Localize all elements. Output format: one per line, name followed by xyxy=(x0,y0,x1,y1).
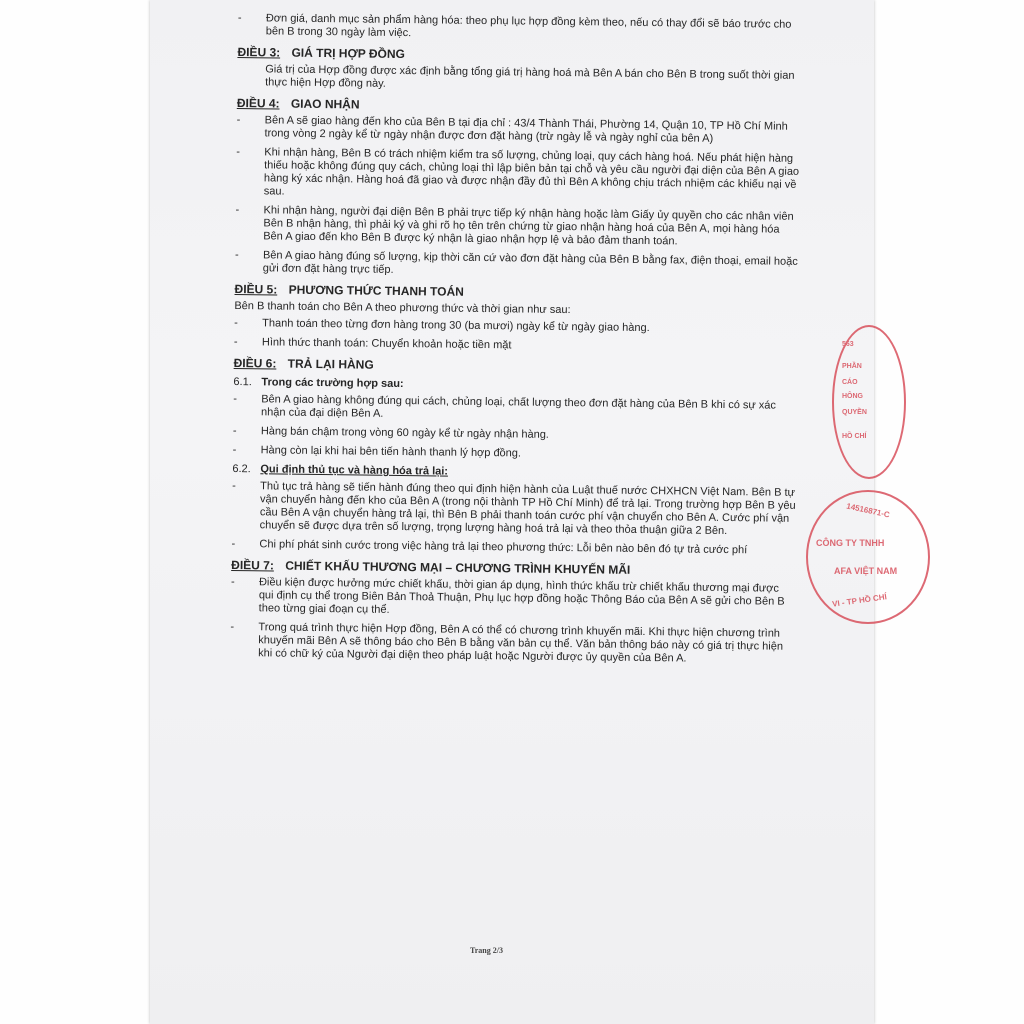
dieu6-title: TRẢ LẠI HÀNG xyxy=(287,356,374,372)
dieu6-number: ĐIỀU 6: xyxy=(233,355,277,371)
bullet-mark: - xyxy=(230,575,235,589)
stamp-text: CÔNG TY TNHH xyxy=(816,538,885,548)
dieu6-sub1-bullet-2 xyxy=(233,425,798,445)
red-company-seal-stamp xyxy=(806,490,930,624)
list-item: Điều kiện được hưởng mức chiết khấu, thời gian áp dụng, hình thức khấu trừ chiết khấu thương mại được qui định cụ thể trong Biên Bản Thoả Thuận, Phụ lục hợp đồng hoặc Thông Báo của Bên A sẽ gửi cho Bên B theo từng giai đoạn cụ thể. xyxy=(258,576,785,616)
dieu3-heading xyxy=(237,46,802,66)
list-item: Hàng bán chậm trong vòng 60 ngày kể từ ngày nhận hàng. xyxy=(260,425,549,441)
list-item: Thanh toán theo từng đơn hàng trong 30 (ba mươi) ngày kể từ ngày giao hàng. xyxy=(262,317,650,335)
dieu3-title: GIÁ TRỊ HỢP ĐỒNG xyxy=(291,45,405,62)
bullet-mark: - xyxy=(234,316,238,330)
stamp-text: AFA VIỆT NAM xyxy=(834,566,898,576)
stamp-text: PHẦN xyxy=(842,363,862,370)
bullet-mark: - xyxy=(233,392,237,406)
dieu6-sub2-title: Qui định thủ tục và hàng hóa trả lại: xyxy=(260,463,449,478)
intro-bullet-text: Đơn giá, danh mục sản phẩm hàng hóa: theo phụ lục hợp đồng kèm theo, nếu có thay đổi sẽ báo trước cho bên B trong 30 ngày làm việc. xyxy=(265,12,792,40)
dieu4-bullet-2 xyxy=(236,146,802,205)
dieu4-title: GIAO NHẬN xyxy=(290,96,360,112)
dieu6-sub1-heading xyxy=(233,376,798,396)
list-item: Hình thức thanh toán: Chuyển khoản hoặc tiền mặt xyxy=(261,336,512,352)
document-page xyxy=(150,0,874,1024)
bullet-mark: - xyxy=(232,424,237,438)
dieu4-bullet-1 xyxy=(236,114,801,147)
dieu6-sub2-number: 6.2. xyxy=(232,462,251,476)
dieu5-bullet-1 xyxy=(234,317,799,337)
red-seal-stamp-partial xyxy=(832,325,906,479)
dieu5-bullet-2 xyxy=(234,336,799,356)
dieu5-text: Bên B thanh toán cho Bên A theo phương thức và thời gian như sau: xyxy=(234,299,571,317)
list-item: Thủ tục trả hàng sẽ tiến hành đúng theo qui định hiện hành của Luật thuế nước CHXHCN Việt Nam. Bên B tự vận chuyển hàng đến kho của Bên A (trong nội thành TP Hồ Chí Minh) để trả lại. Trong trường hợp Bên B yêu cầu Bên A vận chuyển hàng trả lại, thì Bên B phải thanh toán cước phí vận chuyển cho Bên A. Cước phí vận chuyển sẽ được dựa trên số lượng, trọng lượng hàng hoá trả lại và theo thỏa thuận giữa 2 Bên. xyxy=(259,480,796,538)
dieu5-title: PHƯƠNG THỨC THANH TOÁN xyxy=(288,282,464,299)
stamp-text: CÁO xyxy=(842,379,858,386)
stamp-text: 563 xyxy=(842,341,854,348)
list-item: Khi nhận hàng, Bên B có trách nhiệm kiểm tra số lượng, chủng loại, quy cách hàng hoá. Nếu phát hiện hàng thiếu hoặc không đúng quy cách, chủng loại thì lập biên bản tại chỗ và yêu cầu người đại diện của Bên A giao hàng ký xác nhận. Hàng hoá đã giao và được nhận đầy đủ thì Bên A không chịu trách nhiệm các khiếu nại về sau. xyxy=(263,146,800,198)
bullet-mark: - xyxy=(236,113,241,127)
dieu7-title: CHIẾT KHẤU THƯƠNG MẠI – CHƯƠNG TRÌNH KHUYẾN MÃI xyxy=(285,558,631,577)
stamp-text: HỒ CHÍ xyxy=(842,433,867,440)
bullet-mark: - xyxy=(232,443,237,457)
dieu3-text: Giá trị của Hợp đồng được xác định bằng tổng giá trị hàng hoá mà Bên A bán cho Bên B trong suốt thời gian thực hiện Hợp đồng này. xyxy=(265,63,795,90)
dieu4-number: ĐIỀU 4: xyxy=(236,95,280,111)
bullet-mark: - xyxy=(230,620,235,633)
backdrop-left xyxy=(0,0,150,1024)
bullet-mark: - xyxy=(235,203,240,217)
bullet-mark: - xyxy=(232,479,236,493)
dieu4-bullet-4 xyxy=(235,249,800,282)
stamp-text: QUYỀN xyxy=(842,409,867,416)
list-item: Bên A giao hàng đúng số lượng, kịp thời căn cứ vào đơn đặt hàng của Bên B bằng fax, điện thoại, email hoặc gửi đơn đặt hàng trực tiếp. xyxy=(262,249,798,276)
dieu4-heading xyxy=(237,97,802,117)
dieu7-bullet-2 xyxy=(230,621,795,667)
dieu6-sub1-bullet-3 xyxy=(233,444,798,464)
dieu7-bullet-1 xyxy=(231,576,796,622)
dieu6-sub1-title: Trong các trường hợp sau: xyxy=(261,376,404,391)
dieu6-sub2-heading xyxy=(232,463,797,483)
bullet-mark: - xyxy=(233,335,238,349)
page-footer: Trang 2/3 xyxy=(470,946,503,955)
dieu6-heading xyxy=(234,357,799,377)
list-item: Hàng còn lại khi hai bên tiến hành thanh lý hợp đồng. xyxy=(260,444,522,460)
document-content xyxy=(230,10,803,673)
dieu7-heading xyxy=(231,559,796,579)
intro-bullet xyxy=(238,12,803,45)
dieu7-number: ĐIỀU 7: xyxy=(231,557,274,573)
bullet-mark: - xyxy=(236,145,241,159)
dieu5-heading xyxy=(235,283,800,303)
dieu4-bullet-3 xyxy=(235,204,800,250)
stamp-text: VI - TP HỒ CHÍ xyxy=(831,592,888,609)
list-item: Trong quá trình thực hiện Hợp đồng, Bên A có thể có chương trình khuyến mãi. Khi thực hiện chương trình khuyến mãi Bên A sẽ thông báo cho Bên B bằng văn bản cụ thể. Văn bản thông báo này có giá trị thực hiện khi có chữ ký của Người đại diện theo pháp luật hoặc Người được ủy quyền của Bên A. xyxy=(258,621,784,665)
list-item: Khi nhận hàng, người đại diện Bên B phải trực tiếp ký nhận hàng hoặc làm Giấy ủy quyền cho các nhân viên Bên B nhận hàng, thì phải ký và ghi rõ họ tên trên chứng từ giao nhận hàng hoá của Bên A, mọi hàng hóa Bên A giao đến kho Bên B được ký nhận là giao nhận hợp lệ và bảo đảm thanh toán. xyxy=(263,204,794,248)
stamp-text: 14516871-C xyxy=(845,501,891,520)
bullet-mark: - xyxy=(234,248,239,262)
dieu3-number: ĐIỀU 3: xyxy=(237,44,281,60)
list-item: Chi phí phát sinh cước trong việc hàng trả lại theo phương thức: Lỗi bên nào bên đó tự trả cước phí xyxy=(259,538,748,557)
dieu6-sub2-bullet-1 xyxy=(232,480,798,539)
list-item: Bên A giao hàng không đúng qui cách, chủng loại, chất lượng theo đơn đặt hàng của Bên B khi có sự xác nhận của đại diện Bên A. xyxy=(261,393,777,420)
list-item: Bên A sẽ giao hàng đến kho của Bên B tại địa chỉ : 43/4 Thành Thái, Phường 14, Quận 10, TP Hồ Chí Minh trong vòng 2 ngày kể từ ngày nhận được đơn đặt hàng (trừ ngày lễ và ngày nghỉ của bên A) xyxy=(264,114,788,145)
dieu6-sub1-number: 6.1. xyxy=(233,375,252,389)
stamp-text: HÔNG xyxy=(842,393,863,400)
bullet-mark: - xyxy=(237,11,242,25)
bullet-mark: - xyxy=(231,537,236,551)
dieu6-sub2-bullet-2 xyxy=(231,538,796,558)
dieu5-number: ĐIỀU 5: xyxy=(234,281,278,297)
dieu6-sub1-bullet-1 xyxy=(233,393,798,426)
